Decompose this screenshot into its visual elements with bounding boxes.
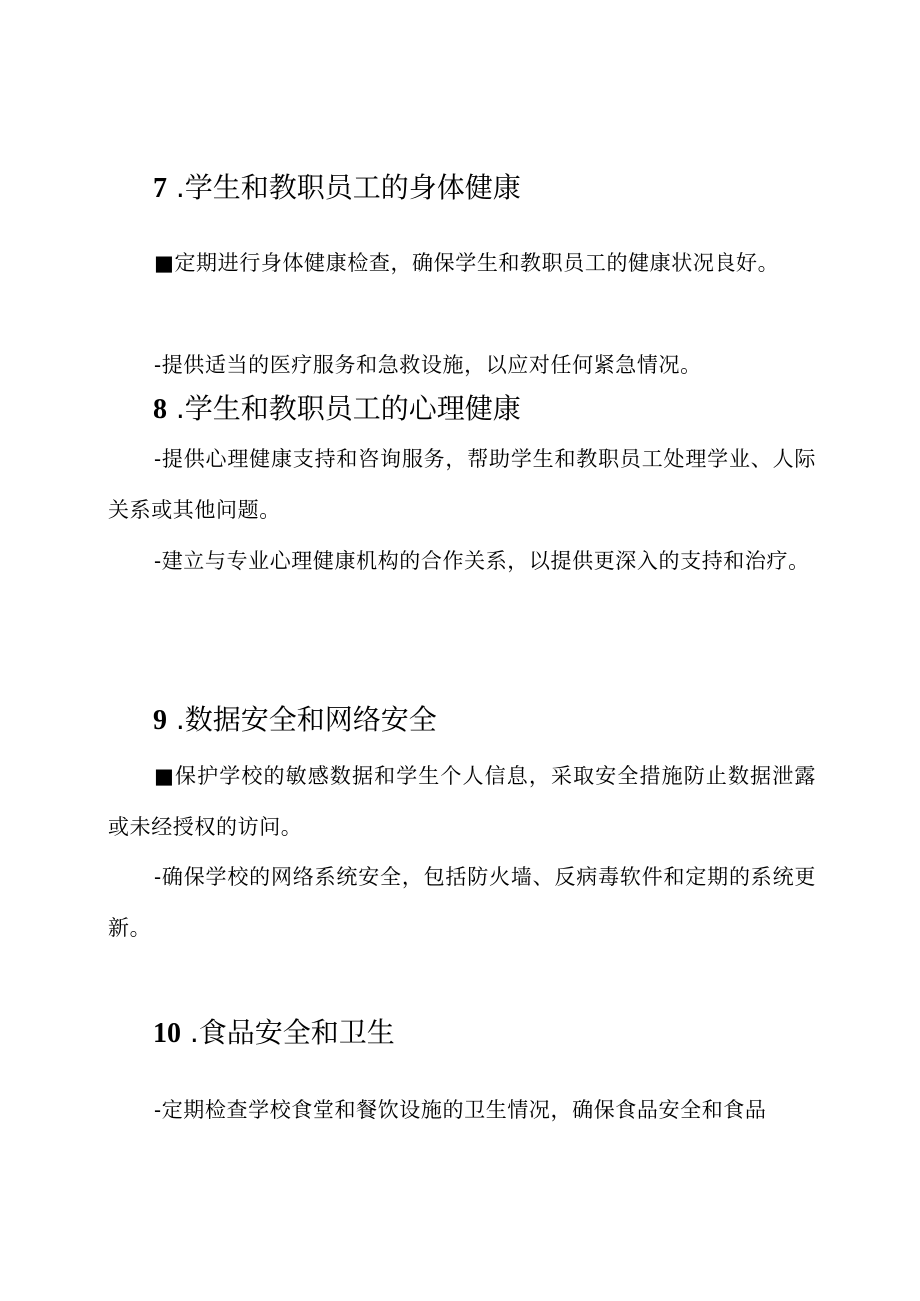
paragraph: ■定期进行身体健康检查，确保学生和教职员工的健康状况良好。 (154, 251, 780, 275)
paragraph: -提供适当的医疗服务和急救设施，以应对任何紧急情况。 (154, 353, 702, 377)
section-number: 9 (153, 705, 167, 736)
paragraph: ■保护学校的敏感数据和学生个人信息，采取安全措施防止数据泄露或未经授权的访问。 (108, 764, 816, 839)
section-title: .食品安全和卫生 (189, 1016, 395, 1049)
section-heading-8 (153, 389, 521, 430)
section-title: .学生和教职员工的身体健康 (175, 171, 521, 204)
paragraph: -定期检查学校食堂和餐饮设施的卫生情况，确保食品安全和食品 (154, 1098, 767, 1122)
paragraph: -提供心理健康支持和咨询服务，帮助学生和教职员工处理学业、人际关系或其他问题。 (108, 447, 816, 522)
section-heading-10 (153, 1013, 395, 1054)
section-heading-7 (153, 168, 521, 209)
section-heading-9 (153, 700, 437, 741)
section-number: 7 (153, 173, 167, 204)
section-number: 10 (153, 1018, 181, 1049)
paragraph: -建立与专业心理健康机构的合作关系，以提供更深入的支持和治疗。 (154, 549, 810, 573)
paragraph: -确保学校的网络系统安全，包括防火墙、反病毒软件和定期的系统更新。 (108, 865, 816, 940)
section-title: .数据安全和网络安全 (175, 703, 437, 736)
section-title: .学生和教职员工的心理健康 (175, 392, 521, 425)
section-number: 8 (153, 394, 167, 425)
